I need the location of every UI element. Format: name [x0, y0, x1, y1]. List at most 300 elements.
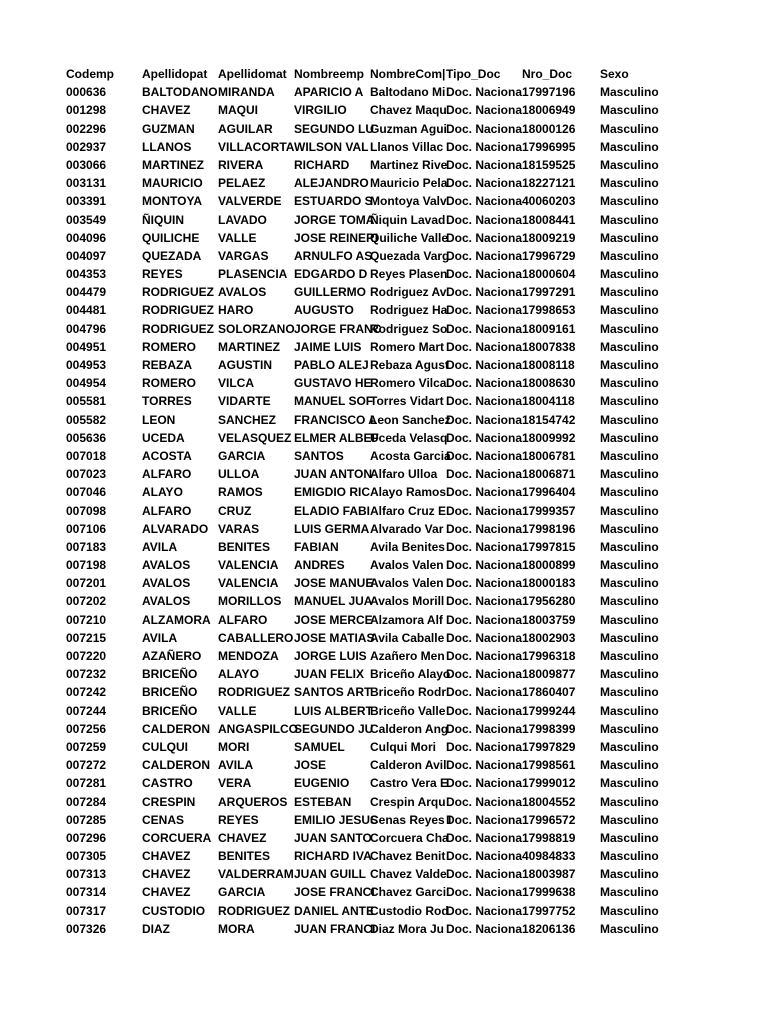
cell-apellidomat[interactable]: HARO — [218, 303, 254, 318]
cell-nombreemp[interactable]: JAIME LUIS — [294, 339, 362, 354]
cell-nro-doc[interactable]: 18006871 — [522, 467, 576, 482]
cell-apellidopat[interactable]: ALVARADO — [142, 521, 209, 536]
cell-sexo[interactable]: Masculino — [600, 467, 659, 482]
cell-nro-doc[interactable]: 17996404 — [522, 485, 576, 500]
cell-sexo[interactable]: Masculino — [600, 230, 659, 245]
cell-nombrecompleto[interactable]: Leon Sanchez — [370, 412, 451, 427]
cell-nombrecompleto[interactable]: Diaz Mora Ju — [370, 921, 445, 936]
cell-nombrecompleto[interactable]: Reyes Plasen — [370, 267, 448, 282]
cell-sexo[interactable]: Masculino — [600, 867, 659, 882]
cell-apellidopat[interactable]: BRICEÑO — [142, 667, 198, 682]
header-nro-doc[interactable]: Nro_Doc — [522, 67, 573, 81]
cell-apellidopat[interactable]: LEON — [142, 412, 176, 427]
cell-codemp[interactable]: 007046 — [66, 485, 107, 500]
cell-apellidopat[interactable]: REYES — [142, 267, 183, 282]
cell-nombrecompleto[interactable]: Acosta Garcia — [370, 448, 451, 463]
cell-apellidopat[interactable]: MARTINEZ — [142, 157, 204, 172]
cell-tipo-doc[interactable]: Doc. Naciona — [446, 267, 523, 282]
cell-codemp[interactable]: 004097 — [66, 248, 107, 263]
cell-nombreemp[interactable]: JOSE FRANCI — [294, 885, 375, 900]
cell-apellidomat[interactable]: AVALOS — [218, 285, 267, 300]
cell-codemp[interactable]: 001298 — [66, 103, 107, 118]
cell-nro-doc[interactable]: 17999638 — [522, 885, 576, 900]
cell-nombreemp[interactable]: JUAN GUILL — [294, 867, 366, 882]
cell-sexo[interactable]: Masculino — [600, 412, 659, 427]
cell-apellidomat[interactable]: VALENCIA — [218, 558, 279, 573]
cell-nombreemp[interactable]: FRANCISCO A — [294, 412, 377, 427]
cell-codemp[interactable]: 007232 — [66, 667, 107, 682]
cell-codemp[interactable]: 004954 — [66, 376, 107, 391]
cell-codemp[interactable]: 004481 — [66, 303, 107, 318]
cell-sexo[interactable]: Masculino — [600, 630, 659, 645]
cell-tipo-doc[interactable]: Doc. Naciona — [446, 321, 523, 336]
cell-nombreemp[interactable]: JUAN ANTON — [294, 467, 373, 482]
cell-apellidomat[interactable]: VALLE — [218, 230, 257, 245]
cell-apellidomat[interactable]: VARAS — [218, 521, 260, 536]
cell-codemp[interactable]: 007242 — [66, 685, 107, 700]
cell-nombreemp[interactable]: PABLO ALEJ — [294, 358, 369, 372]
cell-nro-doc[interactable]: 17860407 — [522, 685, 576, 700]
cell-codemp[interactable]: 007220 — [66, 649, 107, 663]
cell-sexo[interactable]: Masculino — [600, 376, 659, 391]
cell-nombreemp[interactable]: JORGE LUIS — [294, 649, 367, 663]
cell-sexo[interactable]: Masculino — [600, 612, 659, 627]
cell-nro-doc[interactable]: 18000183 — [522, 576, 576, 591]
cell-sexo[interactable]: Masculino — [600, 594, 659, 609]
cell-codemp[interactable]: 007202 — [66, 594, 107, 609]
cell-codemp[interactable]: 004353 — [66, 267, 107, 282]
cell-nombreemp[interactable]: JUAN FRANCI — [294, 921, 376, 936]
cell-tipo-doc[interactable]: Doc. Naciona — [446, 176, 523, 191]
cell-nombrecompleto[interactable]: Briceño Rodr — [370, 685, 447, 700]
cell-codemp[interactable]: 007183 — [66, 539, 107, 554]
cell-nro-doc[interactable]: 18009161 — [522, 321, 576, 336]
cell-tipo-doc[interactable]: Doc. Naciona — [446, 830, 523, 845]
cell-apellidomat[interactable]: GARCIA — [218, 448, 266, 463]
cell-codemp[interactable]: 007313 — [66, 867, 107, 882]
cell-tipo-doc[interactable]: Doc. Naciona — [446, 812, 523, 827]
cell-codemp[interactable]: 007210 — [66, 612, 107, 627]
header-sexo[interactable]: Sexo — [600, 67, 629, 81]
cell-nombreemp[interactable]: RICHARD IVA — [294, 849, 372, 864]
cell-apellidomat[interactable]: RAMOS — [218, 485, 263, 500]
cell-nombrecompleto[interactable]: Corcuera Cha — [370, 830, 449, 845]
cell-nombreemp[interactable]: GUSTAVO HE — [294, 376, 372, 391]
header-tipo-doc[interactable]: Tipo_Doc — [446, 67, 501, 81]
cell-tipo-doc[interactable]: Doc. Naciona — [446, 521, 523, 536]
cell-nombrecompleto[interactable]: Mauricio Pela — [370, 176, 448, 191]
cell-apellidopat[interactable]: QUEZADA — [142, 248, 202, 263]
cell-apellidopat[interactable]: QUILICHE — [142, 230, 200, 245]
cell-nombreemp[interactable]: GUILLERMO — [294, 285, 366, 300]
cell-nombreemp[interactable]: EMILIO JESUS — [294, 812, 379, 827]
cell-sexo[interactable]: Masculino — [600, 576, 659, 591]
cell-nombrecompleto[interactable]: Quiliche Valle — [370, 230, 449, 245]
cell-apellidomat[interactable]: VALDERRAM — [218, 867, 294, 882]
cell-nombrecompleto[interactable]: Rodriguez Av — [370, 285, 447, 300]
cell-tipo-doc[interactable]: Doc. Naciona — [446, 612, 523, 627]
cell-codemp[interactable]: 003549 — [66, 212, 107, 227]
cell-apellidomat[interactable]: CRUZ — [218, 503, 252, 518]
cell-apellidopat[interactable]: CALDERON — [142, 758, 210, 773]
cell-sexo[interactable]: Masculino — [600, 430, 659, 445]
cell-nro-doc[interactable]: 18000604 — [522, 267, 576, 282]
cell-sexo[interactable]: Masculino — [600, 194, 659, 209]
cell-nombrecompleto[interactable]: Alfaro Ulloa — [370, 467, 438, 482]
cell-nro-doc[interactable]: 17998196 — [522, 521, 576, 536]
cell-nombreemp[interactable]: ELADIO FABI — [294, 503, 371, 518]
cell-tipo-doc[interactable]: Doc. Naciona — [446, 121, 523, 136]
cell-sexo[interactable]: Masculino — [600, 830, 659, 845]
cell-codemp[interactable]: 004796 — [66, 321, 107, 336]
cell-tipo-doc[interactable]: Doc. Naciona — [446, 248, 523, 263]
header-codemp[interactable]: Codemp — [66, 67, 114, 81]
cell-nombreemp[interactable]: ELMER ALBEF — [294, 430, 379, 445]
cell-sexo[interactable]: Masculino — [600, 267, 659, 282]
cell-nombrecompleto[interactable]: Martinez Rive — [370, 157, 448, 172]
cell-nro-doc[interactable]: 17999357 — [522, 503, 576, 518]
cell-nombrecompleto[interactable]: Avalos Valen — [370, 558, 444, 573]
cell-apellidomat[interactable]: MENDOZA — [218, 649, 279, 663]
cell-sexo[interactable]: Masculino — [600, 649, 659, 663]
cell-nombreemp[interactable]: SEGUNDO JU — [294, 721, 374, 736]
cell-sexo[interactable]: Masculino — [600, 521, 659, 536]
cell-apellidopat[interactable]: ROMERO — [142, 339, 196, 354]
cell-apellidomat[interactable]: VILLACORTA — [218, 139, 295, 154]
cell-nombrecompleto[interactable]: Rodriguez Ha — [370, 303, 448, 318]
cell-sexo[interactable]: Masculino — [600, 321, 659, 336]
cell-nro-doc[interactable]: 17999012 — [522, 776, 576, 791]
cell-nro-doc[interactable]: 18007838 — [522, 339, 576, 354]
cell-codemp[interactable]: 007215 — [66, 630, 107, 645]
cell-tipo-doc[interactable]: Doc. Naciona — [446, 339, 523, 354]
cell-sexo[interactable]: Masculino — [600, 103, 659, 118]
cell-apellidomat[interactable]: CABALLERO — [218, 630, 294, 645]
cell-sexo[interactable]: Masculino — [600, 303, 659, 318]
cell-tipo-doc[interactable]: Doc. Naciona — [446, 594, 523, 609]
cell-nombrecompleto[interactable]: Azañero Men — [370, 649, 445, 663]
cell-sexo[interactable]: Masculino — [600, 85, 659, 100]
cell-apellidopat[interactable]: AVALOS — [142, 558, 191, 573]
cell-codemp[interactable]: 007098 — [66, 503, 107, 518]
cell-sexo[interactable]: Masculino — [600, 812, 659, 827]
cell-nombrecompleto[interactable]: Montoya Valv — [370, 194, 447, 209]
cell-apellidopat[interactable]: CRESPIN — [142, 794, 196, 809]
cell-nombrecompleto[interactable]: Avalos Valen — [370, 576, 444, 591]
cell-nro-doc[interactable]: 40984833 — [522, 849, 576, 864]
cell-apellidopat[interactable]: ÑIQUIN — [142, 212, 184, 227]
cell-codemp[interactable]: 007326 — [66, 921, 107, 936]
cell-apellidopat[interactable]: RODRIGUEZ — [142, 303, 214, 318]
cell-nombreemp[interactable]: WILSON VAL — [294, 139, 369, 154]
cell-nombrecompleto[interactable]: Castro Vera E — [370, 776, 449, 791]
cell-nro-doc[interactable]: 17998819 — [522, 830, 576, 845]
cell-nro-doc[interactable]: 18206136 — [522, 921, 576, 936]
cell-apellidopat[interactable]: MAURICIO — [142, 176, 203, 191]
cell-nro-doc[interactable]: 17998399 — [522, 721, 576, 736]
cell-apellidomat[interactable]: MAQUI — [218, 103, 258, 118]
cell-apellidopat[interactable]: REBAZA — [142, 358, 192, 372]
cell-tipo-doc[interactable]: Doc. Naciona — [446, 758, 523, 773]
cell-codemp[interactable]: 007305 — [66, 849, 107, 864]
cell-nombrecompleto[interactable]: Alvarado Var — [370, 521, 444, 536]
cell-codemp[interactable]: 007314 — [66, 885, 107, 900]
cell-codemp[interactable]: 002937 — [66, 139, 107, 154]
cell-nombreemp[interactable]: FABIAN — [294, 539, 339, 554]
cell-codemp[interactable]: 007284 — [66, 794, 107, 809]
cell-nombrecompleto[interactable]: Custodio Rod — [370, 903, 449, 918]
cell-nombrecompleto[interactable]: Calderon Ang — [370, 721, 449, 736]
cell-sexo[interactable]: Masculino — [600, 485, 659, 500]
cell-tipo-doc[interactable]: Doc. Naciona — [446, 503, 523, 518]
cell-codemp[interactable]: 007201 — [66, 576, 107, 591]
cell-nombrecompleto[interactable]: Romero Vilca — [370, 376, 447, 391]
cell-nombreemp[interactable]: EUGENIO — [294, 776, 350, 791]
cell-tipo-doc[interactable]: Doc. Naciona — [446, 649, 523, 663]
cell-apellidopat[interactable]: CHAVEZ — [142, 885, 191, 900]
cell-apellidopat[interactable]: CORCUERA — [142, 830, 212, 845]
cell-nombrecompleto[interactable]: Rebaza Agust — [370, 358, 449, 372]
cell-codemp[interactable]: 002296 — [66, 121, 107, 136]
header-apellidopat[interactable]: Apellidopat — [142, 67, 208, 81]
cell-sexo[interactable]: Masculino — [600, 157, 659, 172]
cell-sexo[interactable]: Masculino — [600, 903, 659, 918]
cell-nombreemp[interactable]: ANDRES — [294, 558, 345, 573]
cell-codemp[interactable]: 007281 — [66, 776, 107, 791]
cell-apellidopat[interactable]: AVILA — [142, 630, 178, 645]
cell-apellidomat[interactable]: MORI — [218, 739, 250, 754]
cell-apellidopat[interactable]: RODRIGUEZ — [142, 321, 214, 336]
cell-sexo[interactable]: Masculino — [600, 176, 659, 191]
cell-apellidomat[interactable]: AVILA — [218, 758, 254, 773]
cell-sexo[interactable]: Masculino — [600, 139, 659, 154]
cell-nombrecompleto[interactable]: Quezada Varg — [370, 248, 450, 263]
cell-nombrecompleto[interactable]: Calderon Avil — [370, 758, 447, 773]
cell-codemp[interactable]: 004096 — [66, 230, 107, 245]
cell-tipo-doc[interactable]: Doc. Naciona — [446, 285, 523, 300]
cell-apellidomat[interactable]: VARGAS — [218, 248, 269, 263]
cell-nombreemp[interactable]: ESTEBAN — [294, 794, 352, 809]
cell-nro-doc[interactable]: 18000899 — [522, 558, 576, 573]
cell-codemp[interactable]: 007244 — [66, 703, 107, 718]
cell-nombreemp[interactable]: SEGUNDO LU — [294, 121, 375, 136]
cell-codemp[interactable]: 004953 — [66, 358, 107, 372]
cell-apellidopat[interactable]: RODRIGUEZ — [142, 285, 214, 300]
cell-apellidopat[interactable]: ALFARO — [142, 467, 192, 482]
cell-apellidomat[interactable]: VALENCIA — [218, 576, 279, 591]
cell-tipo-doc[interactable]: Doc. Naciona — [446, 776, 523, 791]
cell-nombreemp[interactable]: JOSE — [294, 758, 327, 773]
cell-nro-doc[interactable]: 18008118 — [522, 358, 575, 372]
cell-tipo-doc[interactable]: Doc. Naciona — [446, 667, 523, 682]
cell-codemp[interactable]: 007256 — [66, 721, 107, 736]
cell-sexo[interactable]: Masculino — [600, 394, 659, 409]
cell-nro-doc[interactable]: 17999244 — [522, 703, 576, 718]
cell-nro-doc[interactable]: 17997291 — [522, 285, 576, 300]
cell-nombrecompleto[interactable]: Alfaro Cruz E — [370, 503, 447, 518]
cell-nombrecompleto[interactable]: Culqui Mori — [370, 739, 436, 754]
cell-nro-doc[interactable]: 18000126 — [522, 121, 576, 136]
cell-apellidomat[interactable]: BENITES — [218, 849, 271, 864]
cell-nombrecompleto[interactable]: Alzamora Alf — [370, 612, 443, 627]
cell-codemp[interactable]: 000636 — [66, 85, 107, 100]
cell-tipo-doc[interactable]: Doc. Naciona — [446, 448, 523, 463]
cell-nombrecompleto[interactable]: Cenas Reyes I — [370, 812, 452, 827]
cell-tipo-doc[interactable]: Doc. Naciona — [446, 412, 523, 427]
cell-apellidomat[interactable]: VELASQUEZ — [218, 430, 292, 445]
cell-nro-doc[interactable]: 17997815 — [522, 539, 576, 554]
cell-nro-doc[interactable]: 18227121 — [522, 176, 576, 191]
cell-sexo[interactable]: Masculino — [600, 703, 659, 718]
cell-apellidopat[interactable]: CASTRO — [142, 776, 193, 791]
cell-nro-doc[interactable]: 18003987 — [522, 867, 576, 882]
cell-codemp[interactable]: 007317 — [66, 903, 107, 918]
cell-codemp[interactable]: 005582 — [66, 412, 107, 427]
cell-nombreemp[interactable]: JUAN SANTO — [294, 830, 372, 845]
cell-sexo[interactable]: Masculino — [600, 285, 659, 300]
cell-apellidopat[interactable]: CUSTODIO — [142, 903, 206, 918]
cell-codemp[interactable]: 003066 — [66, 157, 107, 172]
cell-nombreemp[interactable]: ALEJANDRO — [294, 176, 369, 191]
cell-nombreemp[interactable]: JORGE TOMA — [294, 212, 375, 227]
cell-nro-doc[interactable]: 18154742 — [522, 412, 576, 427]
cell-nombreemp[interactable]: LUIS GERMA — [294, 521, 370, 536]
cell-tipo-doc[interactable]: Doc. Naciona — [446, 903, 523, 918]
cell-codemp[interactable]: 003131 — [66, 176, 107, 191]
cell-tipo-doc[interactable]: Doc. Naciona — [446, 303, 523, 318]
cell-nro-doc[interactable]: 18008441 — [522, 212, 576, 227]
cell-nombrecompleto[interactable]: Rodriguez So — [370, 321, 448, 336]
cell-codemp[interactable]: 007272 — [66, 758, 107, 773]
cell-tipo-doc[interactable]: Doc. Naciona — [446, 103, 523, 118]
cell-nombreemp[interactable]: MANUEL JUA — [294, 594, 373, 609]
cell-apellidopat[interactable]: CENAS — [142, 812, 185, 827]
cell-apellidopat[interactable]: TORRES — [142, 394, 192, 409]
cell-tipo-doc[interactable]: Doc. Naciona — [446, 867, 523, 882]
cell-apellidomat[interactable]: BENITES — [218, 539, 271, 554]
cell-nombrecompleto[interactable]: Romero Mart — [370, 339, 445, 354]
cell-codemp[interactable]: 004479 — [66, 285, 107, 300]
cell-apellidomat[interactable]: MIRANDA — [218, 85, 275, 100]
cell-nombreemp[interactable]: SANTOS ART — [294, 685, 372, 700]
cell-apellidopat[interactable]: AZAÑERO — [142, 649, 202, 663]
cell-apellidopat[interactable]: ALZAMORA — [142, 612, 211, 627]
cell-apellidomat[interactable]: MORA — [218, 921, 255, 936]
cell-nro-doc[interactable]: 17996729 — [522, 248, 576, 263]
cell-apellidopat[interactable]: BRICEÑO — [142, 685, 198, 700]
cell-tipo-doc[interactable]: Doc. Naciona — [446, 139, 523, 154]
cell-nombrecompleto[interactable]: Llanos Villac — [370, 139, 444, 154]
cell-sexo[interactable]: Masculino — [600, 448, 659, 463]
cell-apellidomat[interactable]: PLASENCIA — [218, 267, 288, 282]
cell-apellidopat[interactable]: CULQUI — [142, 739, 188, 754]
cell-apellidomat[interactable]: ALAYO — [218, 667, 259, 682]
cell-apellidopat[interactable]: LLANOS — [142, 139, 192, 154]
cell-nombreemp[interactable]: JUAN FELIX — [294, 667, 365, 682]
cell-nombreemp[interactable]: VIRGILIO — [294, 103, 347, 118]
cell-apellidopat[interactable]: BALTODANO — [142, 85, 218, 100]
cell-nro-doc[interactable]: 18004118 — [522, 394, 575, 409]
cell-nombrecompleto[interactable]: Chavez Garci — [370, 885, 447, 900]
cell-nombreemp[interactable]: ARNULFO AS — [294, 248, 373, 263]
cell-apellidopat[interactable]: DIAZ — [142, 921, 170, 936]
cell-sexo[interactable]: Masculino — [600, 794, 659, 809]
cell-sexo[interactable]: Masculino — [600, 667, 659, 682]
cell-apellidomat[interactable]: LAVADO — [218, 212, 267, 227]
cell-nro-doc[interactable]: 18009992 — [522, 430, 576, 445]
cell-apellidomat[interactable]: AGUILAR — [218, 121, 273, 136]
cell-codemp[interactable]: 007296 — [66, 830, 107, 845]
cell-sexo[interactable]: Masculino — [600, 776, 659, 791]
cell-tipo-doc[interactable]: Doc. Naciona — [446, 539, 523, 554]
cell-nro-doc[interactable]: 17996572 — [522, 812, 576, 827]
cell-codemp[interactable]: 005636 — [66, 430, 107, 445]
cell-nombrecompleto[interactable]: Chavez Benit — [370, 849, 446, 864]
cell-apellidomat[interactable]: VERA — [218, 776, 252, 791]
cell-nombrecompleto[interactable]: Chavez Maqu — [370, 103, 447, 118]
cell-nombreemp[interactable]: SAMUEL — [294, 739, 345, 754]
cell-apellidomat[interactable]: SOLORZANO — [218, 321, 295, 336]
cell-nombrecompleto[interactable]: Alayo Ramos — [370, 485, 447, 500]
cell-tipo-doc[interactable]: Doc. Naciona — [446, 739, 523, 754]
header-nombrecompleto[interactable]: NombreCom| — [370, 67, 446, 81]
cell-nro-doc[interactable]: 17956280 — [522, 594, 576, 609]
cell-apellidomat[interactable]: SANCHEZ — [218, 412, 277, 427]
cell-apellidopat[interactable]: BRICEÑO — [142, 703, 198, 718]
cell-tipo-doc[interactable]: Doc. Naciona — [446, 430, 523, 445]
cell-nombrecompleto[interactable]: Avalos Morill — [370, 594, 445, 609]
cell-codemp[interactable]: 007106 — [66, 521, 107, 536]
cell-apellidopat[interactable]: GUZMAN — [142, 121, 195, 136]
cell-apellidomat[interactable]: RIVERA — [218, 157, 264, 172]
cell-apellidopat[interactable]: CHAVEZ — [142, 103, 191, 118]
cell-apellidopat[interactable]: AVILA — [142, 539, 178, 554]
cell-tipo-doc[interactable]: Doc. Naciona — [446, 885, 523, 900]
cell-apellidomat[interactable]: RODRIGUEZ — [218, 685, 290, 700]
cell-apellidomat[interactable]: ALFARO — [218, 612, 268, 627]
cell-apellidomat[interactable]: AGUSTIN — [218, 358, 272, 372]
cell-apellidopat[interactable]: ROMERO — [142, 376, 196, 391]
cell-tipo-doc[interactable]: Doc. Naciona — [446, 685, 523, 700]
cell-nombrecompleto[interactable]: Baltodano Mi — [370, 85, 446, 100]
cell-sexo[interactable]: Masculino — [600, 212, 659, 227]
cell-nro-doc[interactable]: 18006949 — [522, 103, 576, 118]
cell-tipo-doc[interactable]: Doc. Naciona — [446, 230, 523, 245]
cell-nombreemp[interactable]: RICHARD — [294, 157, 350, 172]
cell-apellidomat[interactable]: MORILLOS — [218, 594, 282, 609]
cell-apellidopat[interactable]: CALDERON — [142, 721, 210, 736]
header-nombreemp[interactable]: Nombreemp — [294, 67, 365, 81]
cell-sexo[interactable]: Masculino — [600, 539, 659, 554]
cell-sexo[interactable]: Masculino — [600, 849, 659, 864]
cell-nro-doc[interactable]: 18006781 — [522, 448, 576, 463]
cell-apellidomat[interactable]: REYES — [218, 812, 259, 827]
cell-nombrecompleto[interactable]: Ñiquin Lavad — [370, 212, 446, 227]
cell-codemp[interactable]: 005581 — [66, 394, 107, 409]
cell-nro-doc[interactable]: 18002903 — [522, 630, 576, 645]
cell-nro-doc[interactable]: 18009219 — [522, 230, 576, 245]
cell-apellidomat[interactable]: ANGASPILCO — [218, 721, 299, 736]
cell-apellidopat[interactable]: ACOSTA — [142, 448, 192, 463]
cell-sexo[interactable]: Masculino — [600, 121, 659, 136]
cell-nro-doc[interactable]: 18003759 — [522, 612, 576, 627]
cell-tipo-doc[interactable]: Doc. Naciona — [446, 157, 523, 172]
cell-apellidomat[interactable]: VILCA — [218, 376, 254, 391]
cell-apellidomat[interactable]: VALVERDE — [218, 194, 282, 209]
cell-apellidomat[interactable]: PELAEZ — [218, 176, 266, 191]
cell-nro-doc[interactable]: 18008630 — [522, 376, 576, 391]
cell-nombreemp[interactable]: DANIEL ANTE — [294, 903, 375, 918]
